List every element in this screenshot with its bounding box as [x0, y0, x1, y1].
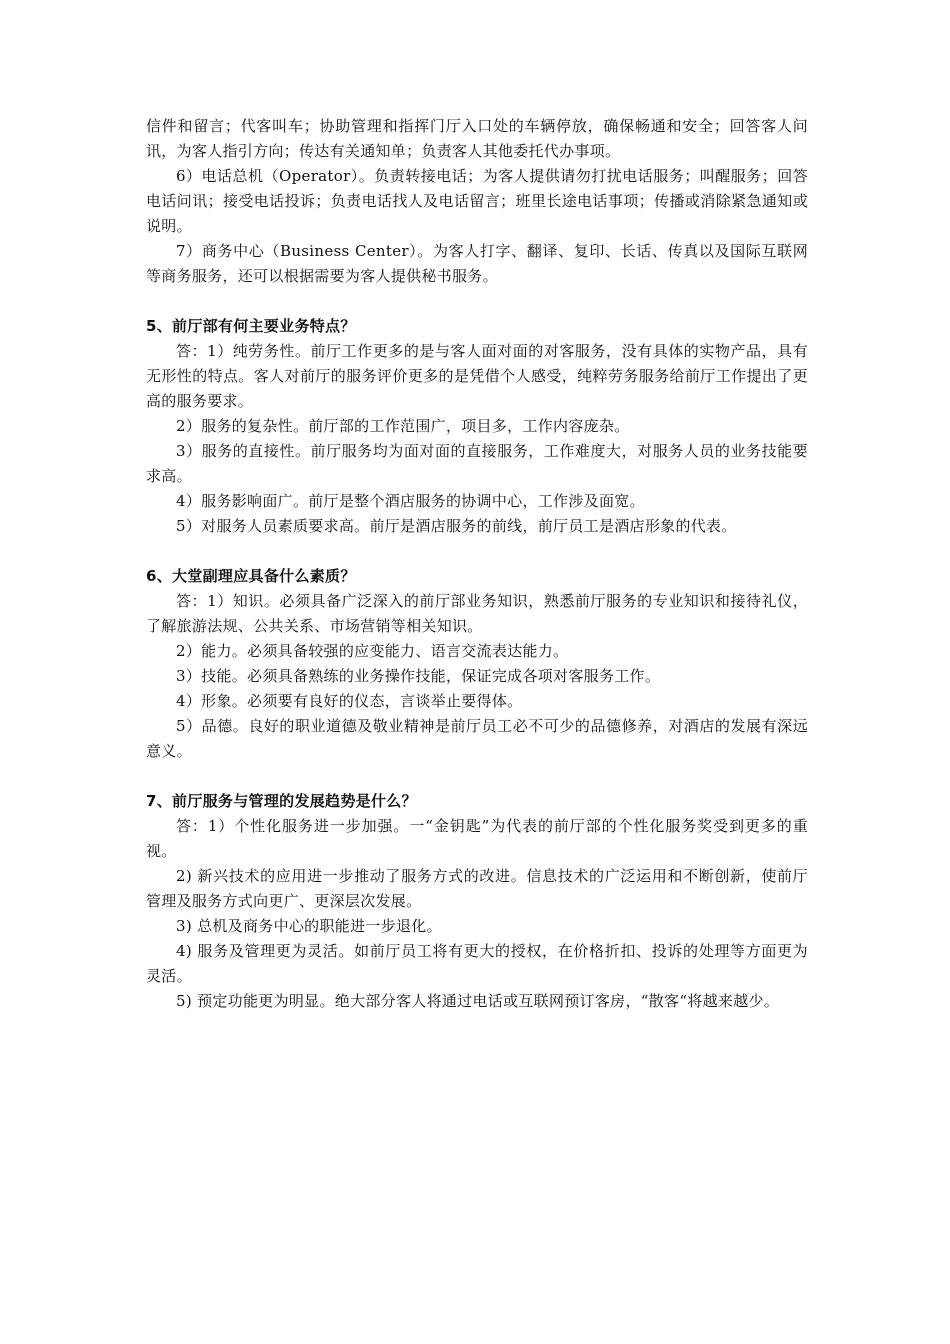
q5-answer-5: 5）对服务人员素质要求高。前厅是酒店服务的前线，前厅员工是酒店形象的代表。 [176, 517, 737, 535]
q6-answer-2: 2）能力。必须具备较强的应变能力、语言交流表达能力。 [176, 642, 569, 660]
section-q5 [146, 314, 808, 539]
q7-answer-5: 5) 预定功能更为明显。绝大部分客人将通过电话或互联网预订客房，“散客“将越来越少。 [176, 992, 780, 1010]
paragraph-operator: 6）电话总机（Operator）。负责转接电话；为客人提供请勿打扰电话服务；叫醒服务；回答电话问讯；接受电话投诉；负责电话找人及电话留言；班里长途电话事项；传播或消除紧急通知或说明。 [146, 167, 808, 235]
q5-answer-3: 3）服务的直接性。前厅服务均为面对面的直接服务，工作难度大，对服务人员的业务技能要求高。 [146, 442, 808, 485]
paragraph-business-center: 7）商务中心（Business Center）。为客人打字、翻译、复印、长话、传真以及国际互联网等商务服务，还可以根据需要为客人提供秘书服务。 [146, 242, 808, 285]
q6-answer-3: 3）技能。必须具备熟练的业务操作技能，保证完成各项对客服务工作。 [176, 667, 661, 685]
q6-answer-4: 4）形象。必须要有良好的仪态，言谈举止要得体。 [176, 692, 523, 710]
q7-answer-1: 答：1）个性化服务进一步加强。一“金钥匙”为代表的前厅部的个性化服务奖受到更多的重视。 [146, 817, 808, 860]
document-page [146, 114, 808, 1014]
q7-answer-2: 2) 新兴技术的应用进一步推动了服务方式的改进。信息技术的广泛运用和不断创新，使前厅管理及服务方式向更广、更深层次发展。 [146, 867, 808, 910]
q5-answer-4: 4）服务影响面广。前厅是整个酒店服务的协调中心，工作涉及面宽。 [176, 492, 645, 510]
heading-q5: 5、前厅部有何主要业务特点？ [146, 317, 356, 335]
heading-q6: 6、大堂副理应具备什么素质？ [146, 567, 356, 585]
q6-answer-1: 答：1）知识。必须具备广泛深入的前厅部业务知识，熟悉前厅服务的专业知识和接待礼仪，了解旅游法规、公共关系、市场营销等相关知识。 [146, 592, 808, 635]
q5-answer-1: 答：1）纯劳务性。前厅工作更多的是与客人面对面的对客服务，没有具体的实物产品，具有无形性的特点。客人对前厅的服务评价更多的是凭借个人感受，纯粹劳务服务给前厅工作提出了更高的服务要求。 [146, 342, 808, 410]
q7-answer-3: 3) 总机及商务中心的职能进一步退化。 [176, 917, 442, 935]
q6-answer-5: 5）品德。良好的职业道德及敬业精神是前厅员工必不可少的品德修养，对酒店的发展有深远意义。 [146, 717, 808, 760]
heading-q7: 7、前厅服务与管理的发展趋势是什么？ [146, 792, 417, 810]
q7-answer-4: 4) 服务及管理更为灵活。如前厅员工将有更大的授权，在价格折扣、投诉的处理等方面更为灵活。 [146, 942, 808, 985]
paragraph-intro-continuation: 信件和留言；代客叫车；协助管理和指挥门厅入口处的车辆停放，确保畅通和安全；回答客人问讯，为客人指引方向；传达有关通知单；负责客人其他委托代办事项。 [146, 117, 808, 160]
q5-answer-2: 2）服务的复杂性。前厅部的工作范围广，项目多，工作内容庞杂。 [176, 417, 630, 435]
section-q7 [146, 789, 808, 1014]
section-q6 [146, 564, 808, 764]
